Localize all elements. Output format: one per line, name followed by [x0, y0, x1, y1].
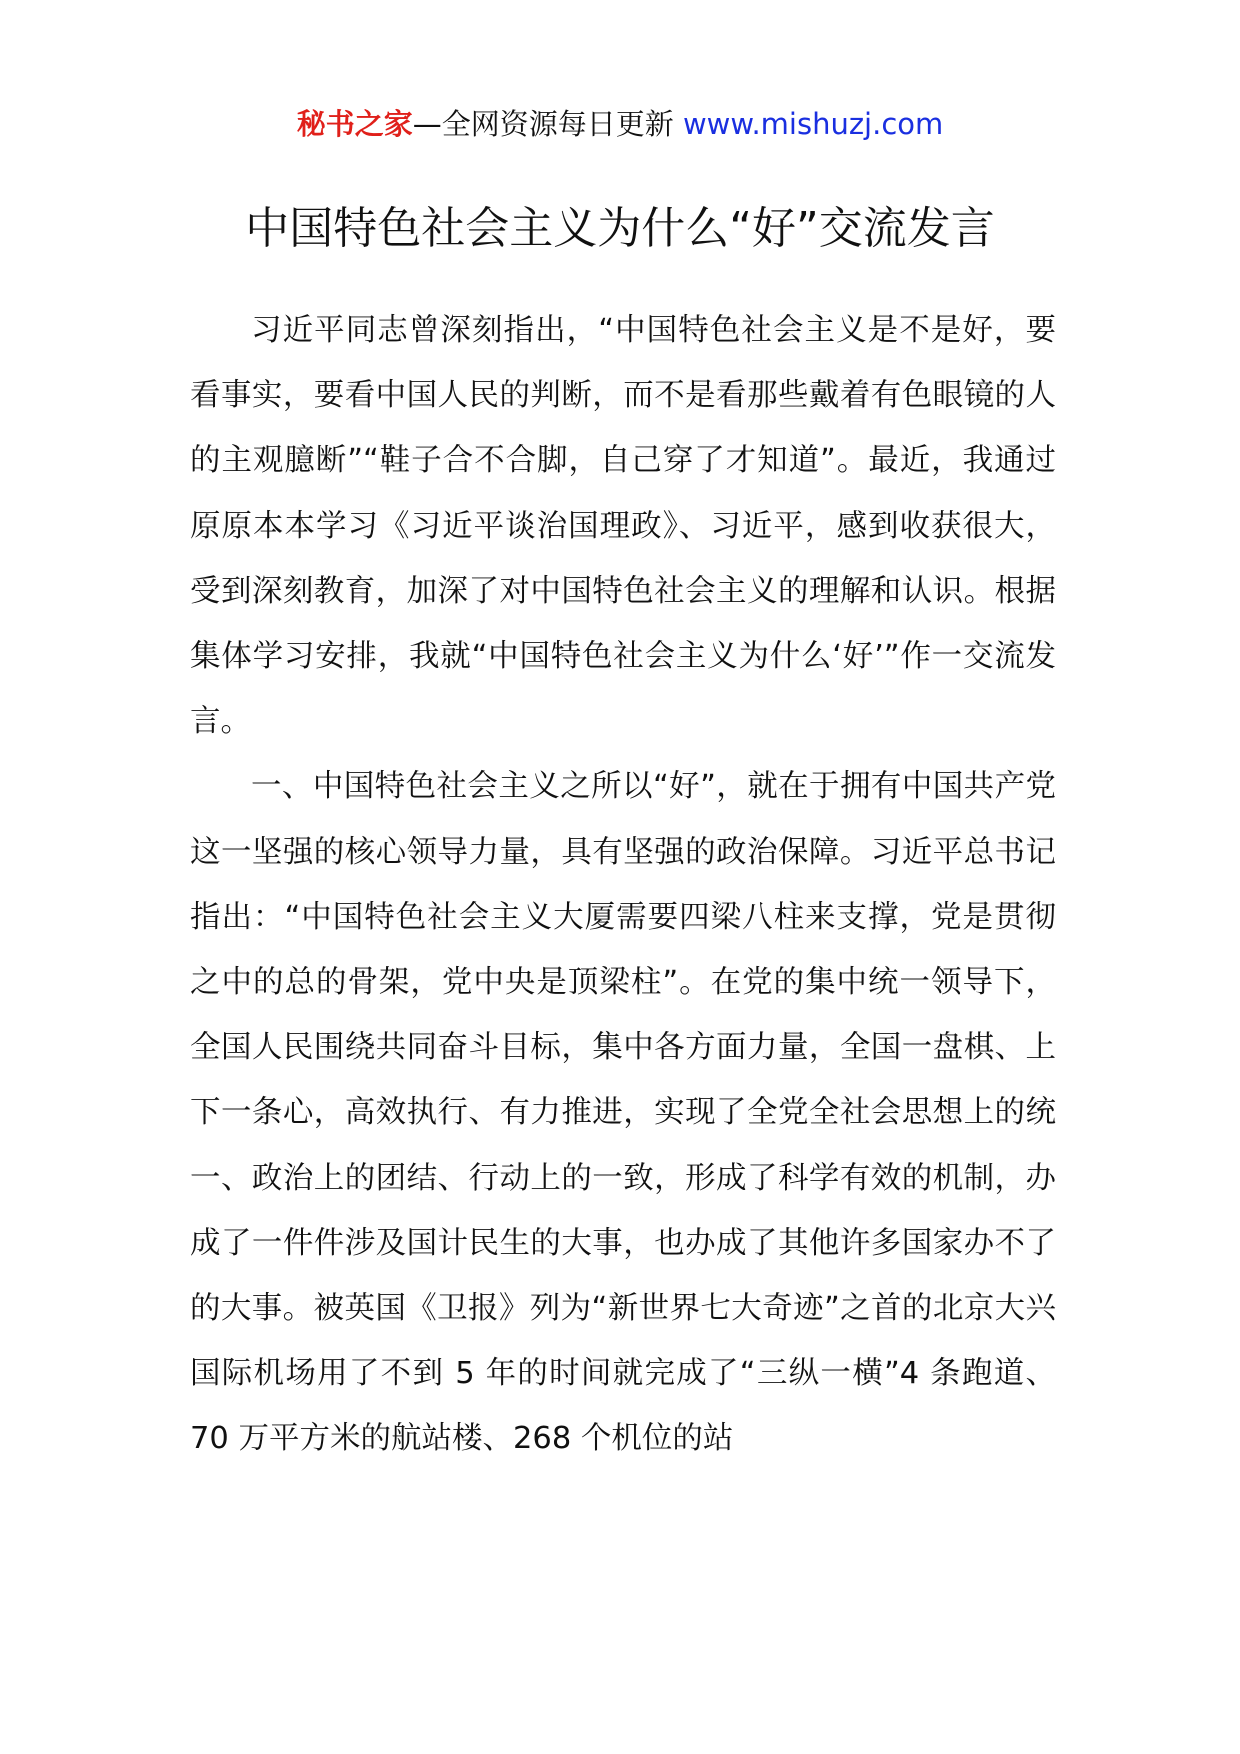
brand-name: 秘书之家 — [296, 107, 413, 141]
site-url-link[interactable]: www.mishuzj.com — [682, 107, 944, 141]
paragraph-section-one: 一、中国特色社会主义之所以“好”，就在于拥有中国共产党这一坚强的核心领导力量，具有坚强的政治保障。习近平总书记指出：“中国特色社会主义大厦需要四梁八柱来支撑，党是贯彻之中的总的骨架，党中央是顶梁柱”。在党的集中统一领导下，全国人民围绕共同奋斗目标，集中各方面力量，全国一盘棋、上下一条心，高效执行、有力推进，实现了全党全社会思想上的统一、政治上的团结、行动上的一致，形成了科学有效的机制，办成了一件件涉及国计民生的大事，也办成了其他许多国家办不了的大事。被英国《卫报》列为“新世界七大奇迹”之首的北京大兴国际机场用了不到 5 年的时间就完成了“三纵一横”4 条跑道、70 万平方米的航站楼、268 个机位的站 — [190, 769, 1056, 1457]
document-title: 中国特色社会主义为什么“好”交流发言 — [245, 203, 995, 254]
paragraph-intro: 习近平同志曾深刻指出，“中国特色社会主义是不是好，要看事实，要看中国人民的判断，而不是看那些戴着有色眼镜的人的主观臆断”“鞋子合不合脚，自己穿了才知道”。最近，我通过原原本本学习《习近平谈治国理政》、习近平，感到收获很大，受到深刻教育，加深了对中国特色社会主义的理解和认识。根据集体学习安排，我就“中国特色社会主义为什么‘好’”作一交流发言。 — [190, 313, 1056, 740]
document-body — [190, 298, 1056, 1472]
header-slogan: —全网资源每日更新 — [412, 107, 674, 141]
site-header — [0, 104, 1240, 144]
